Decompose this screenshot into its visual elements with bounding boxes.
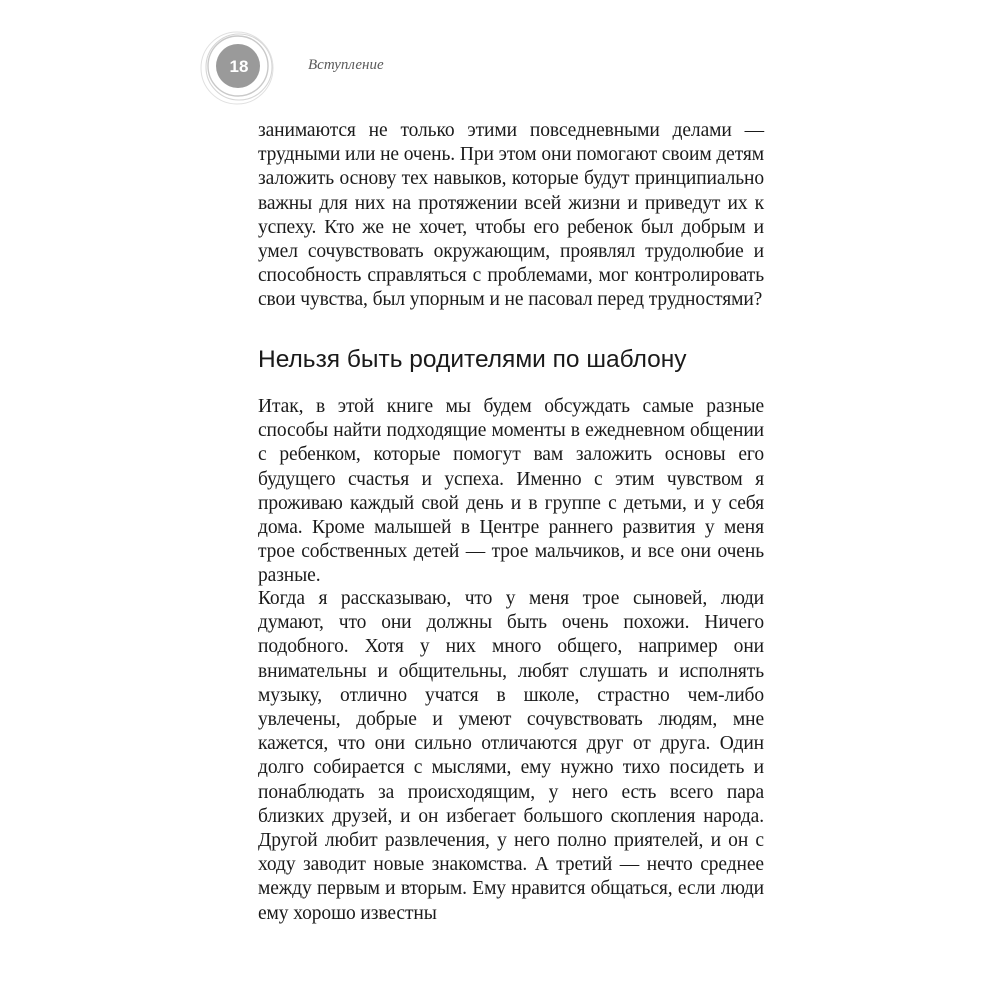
paragraph-text: занимаются не только этими повседневными делами — трудными или не очень. При этом они помогают своим детям заложить основу тех навыков, которые будут принципиально важны для них на протяжении всей жизни и приведут их к успеху. Кто же не хочет, чтобы его ребенок был добрым и умел сочувствовать окружающим, проявлял трудолюбие и способность справляться с проблемами, мог контролировать свои чувства, был упорным и не пасовал перед трудностями?	[258, 120, 764, 311]
section-heading: Нельзя быть родителями по шаблону	[258, 346, 687, 373]
body-paragraph	[258, 119, 764, 313]
running-title: Вступление	[308, 57, 384, 73]
page-header	[198, 28, 798, 108]
page-number-badge	[198, 28, 280, 110]
paragraph-text: Когда я рассказываю, что у меня трое сыновей, люди думают, что они должны быть очень похожи. Ничего подобного. Хотя у них много общего, например они внимательны и общительны, любят слушать и исполнять музыку, отлично учатся в школе, страстно чем-либо увлечены, добрые и умеют сочувствовать людям, мне кажется, что они сильно отличаются друг от друга. Один долго собирается с мыслями, ему нужно тихо посидеть и понаблюдать за происходящим, у него есть всего пара близких друзей, и он избегает большого скопления народа. Другой любит развлечения, у него полно приятелей, и он с ходу заводит новые знакомства. А третий — нечто среднее между первым и вторым. Ему нравится общаться, если люди ему хорошо известны	[258, 588, 764, 924]
body-paragraph	[258, 587, 764, 926]
body-paragraph	[258, 395, 764, 589]
paragraph-text: Итак, в этой книге мы будем обсуждать самые разные способы найти подходящие моменты в ежедневном общении с ребенком, которые помогут вам заложить основы его будущего счастья и успеха. Именно с этим чувством я проживаю каждый свой день и в группе с детьми, и у себя дома. Кроме малышей в Центре раннего развития у меня трое собственных детей — трое мальчиков, и все они очень разные.	[258, 396, 764, 587]
page-number: 18	[229, 57, 249, 76]
